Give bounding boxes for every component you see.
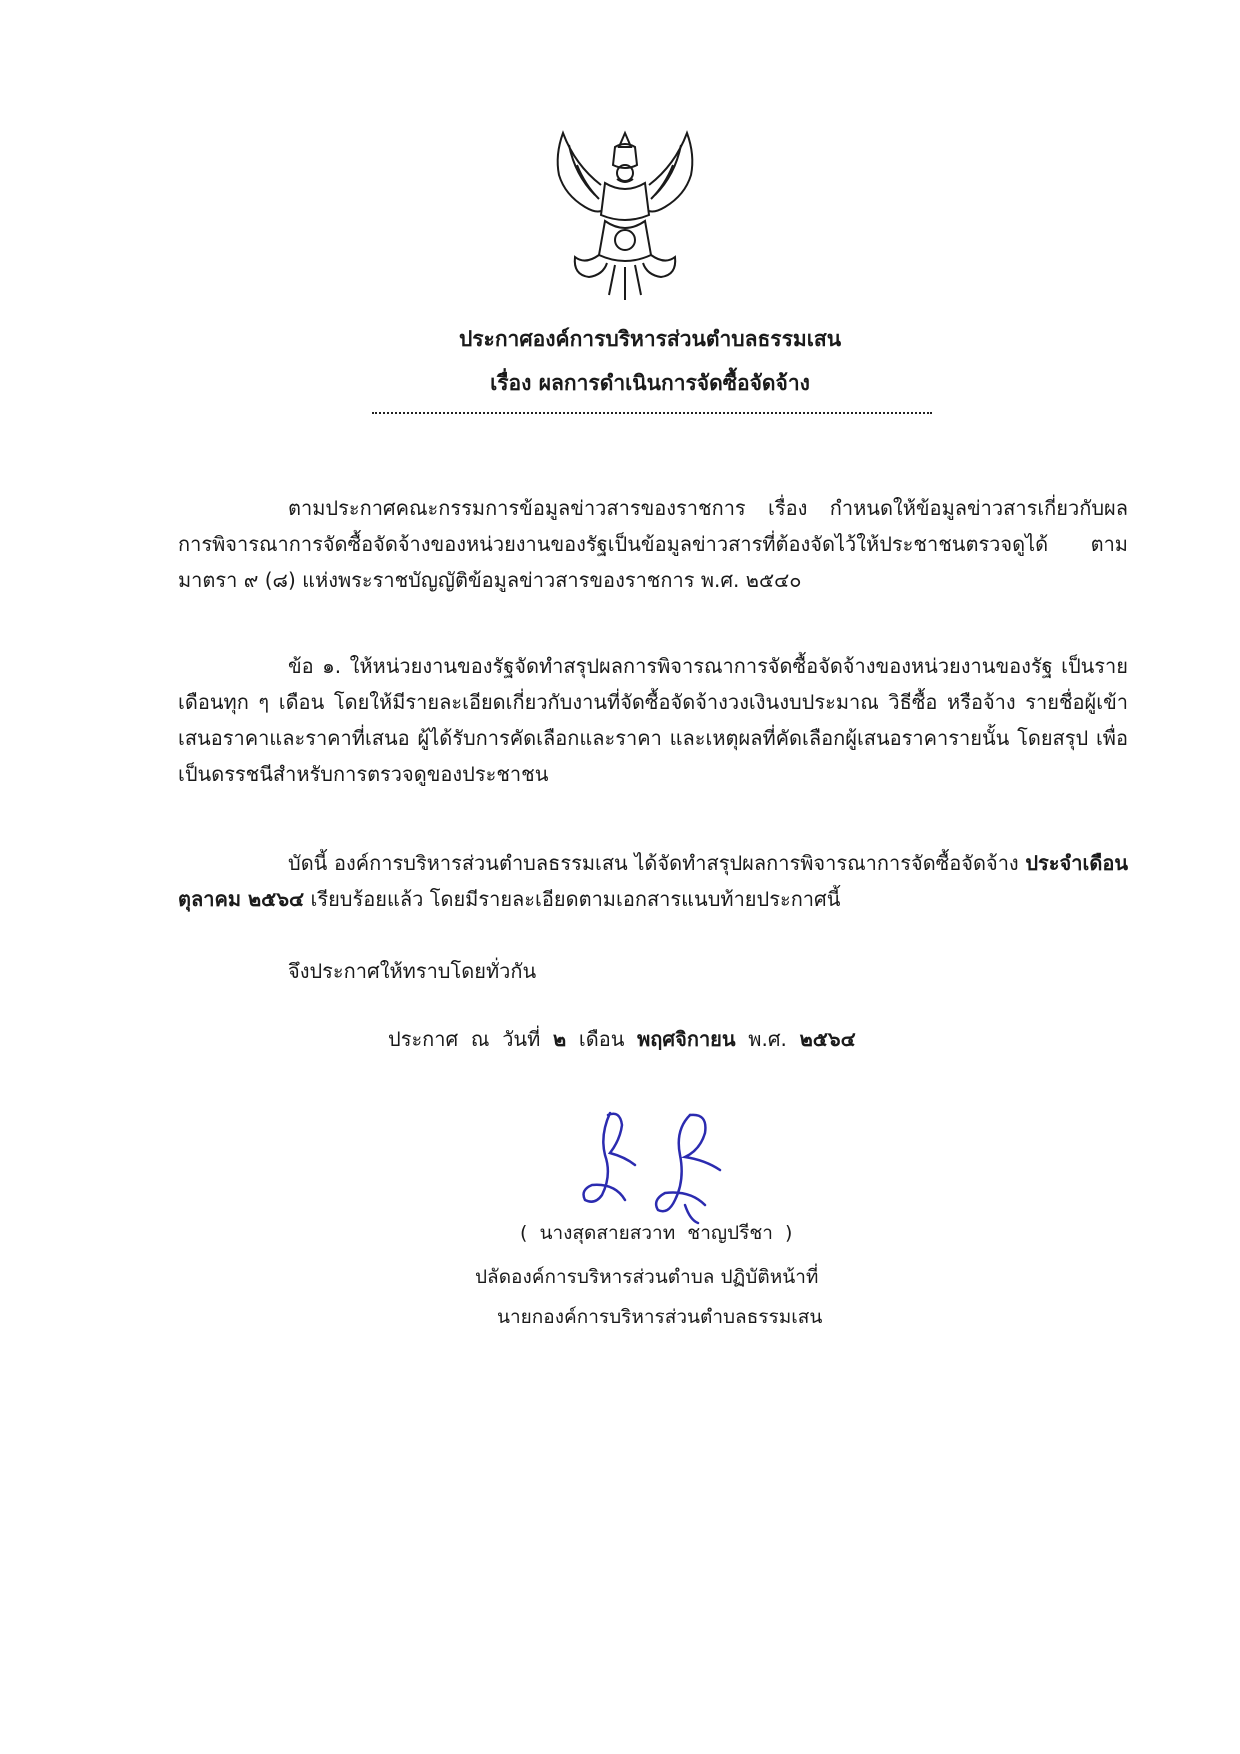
date-year-label: พ.ศ. bbox=[735, 1027, 800, 1051]
paragraph-3 bbox=[178, 845, 1128, 917]
signatory-position-1: ปลัดองค์การบริหารส่วนตำบล ปฏิบัติหน้าที่ bbox=[475, 1266, 819, 1288]
paragraph-2: ข้อ ๑. ให้หน่วยงานของรัฐจัดทำสรุปผลการพิจารณาการจัดซื้อจัดจ้างของหน่วยงานของรัฐ เป็นรายเดือนทุก ๆ เดือน โดยให้มีรายละเอียดเกี่ยวกับงานที่จัดซื้อจัดจ้างวงเงินงบประมาณ วิธีซื้อ หรือจ้าง รายชื่อผู้เข้าเสนอราคาและราคาที่เสนอ ผู้ได้รับการคัดเลือกและราคา และเหตุผลที่คัดเลือกผู้เสนอราคารายนั้น โดยสรุป เพื่อเป็นดรรชนีสำหรับการตรวจดูของประชาชน bbox=[178, 654, 1128, 786]
signatory-position-2: นายกองค์การบริหารส่วนตำบลธรรมเสน bbox=[497, 1306, 823, 1328]
dotted-divider bbox=[372, 412, 932, 414]
paragraph-3-text-a: บัดนี้ องค์การบริหารส่วนตำบลธรรมเสน ได้จัดทำสรุปผลการพิจารณาการจัดซื้อจัดจ้าง bbox=[288, 851, 1026, 875]
date-year: ๒๕๖๔ bbox=[799, 1027, 856, 1051]
handwritten-signature bbox=[580, 1105, 760, 1225]
date-prefix: ประกาศ ณ วันที่ bbox=[388, 1027, 553, 1051]
announcement-title: ประกาศองค์การบริหารส่วนตำบลธรรมเสน bbox=[458, 327, 842, 351]
paragraph-1: ตามประกาศคณะกรรมการข้อมูลข่าวสารของราชการ เรื่อง กำหนดให้ข้อมูลข่าวสารเกี่ยวกับผลการพิจารณาการจัดซื้อจัดจ้างของหน่วยงานของรัฐเป็นข้อมูลข่าวสารที่ต้องจัดไว้ให้ประชาชนตรวจดูได้ ตามมาตรา ๙ (๘) แห่งพระราชบัญญัติข้อมูลข่าวสารของราชการ พ.ศ. ๒๕๔๐ bbox=[178, 496, 1128, 592]
paragraph-4: จึงประกาศให้ทราบโดยทั่วกัน bbox=[288, 959, 537, 983]
date-month-label: เดือน bbox=[566, 1027, 638, 1051]
signatory-name: ( นางสุดสายสวาท ชาญปรีชา ) bbox=[520, 1222, 793, 1244]
garuda-emblem bbox=[545, 125, 705, 305]
announcement-date bbox=[388, 1023, 856, 1055]
announcement-subject: เรื่อง ผลการดำเนินการจัดซื้อจัดจ้าง bbox=[490, 371, 810, 395]
paragraph-3-month: ประจำเดือน ตุลาคม ๒๕๖๔ bbox=[178, 851, 1128, 911]
date-day: ๒ bbox=[553, 1027, 567, 1051]
date-month: พฤศจิกายน bbox=[637, 1027, 736, 1051]
paragraph-3-text-b: เรียบร้อยแล้ว โดยมีรายละเอียดตามเอกสารแนบท้ายประกาศนี้ bbox=[304, 887, 841, 911]
